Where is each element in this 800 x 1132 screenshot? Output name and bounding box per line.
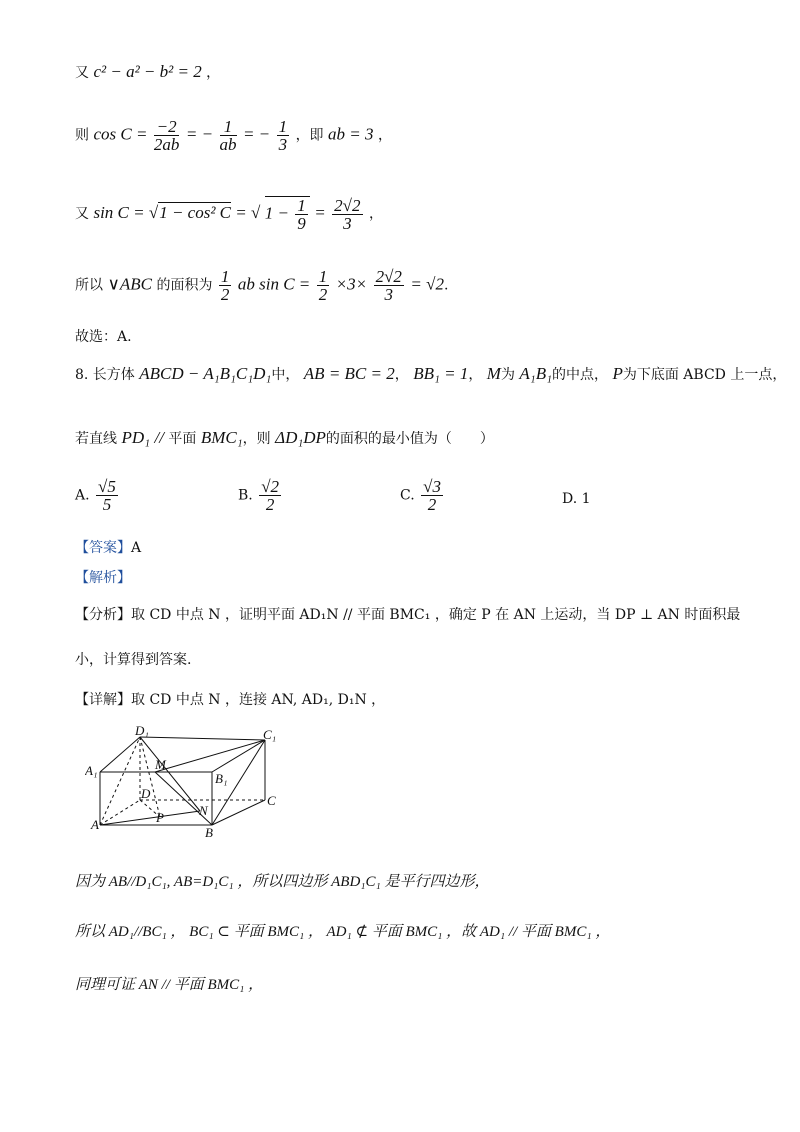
vertex-label: A₁: [85, 763, 98, 778]
line-1: 又 c² − a² − b² = 2 ，: [75, 62, 221, 81]
equation: PD₁: [121, 428, 151, 447]
equation: A₁B₁: [519, 364, 553, 383]
cuboid-figure: [85, 725, 285, 840]
vertex-label: N: [199, 803, 208, 818]
question-8-line-1: 8. 长方体 ABCD − A₁B₁C₁D₁中， AB = BC = 2， BB₁ = 1， M为 A₁B₁的中点， P为下底面 ABCD 上一点，: [75, 364, 787, 383]
equation: AB = BC = 2: [303, 364, 395, 383]
triangle-symbol: ∨ABC: [107, 274, 153, 294]
xiangjie-line: [75, 690, 385, 710]
vertex-label: C₁: [263, 727, 277, 742]
option-c: C. $\frac{√3}{2}$: [400, 477, 441, 514]
vertex-label: C: [267, 793, 276, 808]
vertex-label: M: [155, 757, 166, 772]
text: 又: [75, 65, 89, 81]
text: 为下底面 ABCD 上一点，: [622, 367, 787, 383]
equation: ΔD₁DP: [275, 428, 326, 447]
answer-value: A: [131, 540, 142, 556]
vertex-label: A: [91, 817, 99, 832]
fenxi-line: [75, 605, 740, 625]
text: 取 CD 中点 N ，连接 AN, AD₁, D₁N ，: [131, 692, 386, 708]
edge-D1C1: [140, 737, 265, 740]
body-line-2: 所以 AD₁//BC₁ ， BC₁ ⊂ 平面 BMC₁ ， AD₁ ⊄ 平面 BMC₁ ，故 AD₁ // 平面 BMC₁ ，: [75, 924, 611, 940]
option-label: B.: [238, 487, 253, 504]
text: 的中点，: [552, 367, 609, 383]
edge-B1C1: [212, 740, 265, 772]
hidden-AD1: [100, 737, 140, 825]
analysis-label: 【解析】: [75, 570, 131, 586]
vertex-label: P: [156, 810, 164, 825]
text: 取 CD 中点 N ，证明平面 AD₁N // 平面 BMC₁ ，确定 P 在 AN 上运动，当 DP ⊥ AN 时面积最: [131, 607, 741, 623]
vertex-label: B: [205, 825, 213, 840]
equation: //: [154, 428, 164, 447]
answer-line: [75, 538, 141, 558]
vertex-label: B₁: [215, 771, 228, 786]
text: 则: [75, 127, 89, 144]
text: 的面积为: [156, 277, 213, 294]
fenxi-label: 【分析】: [75, 607, 131, 623]
line-2: 则 cos C = $\frac{-2}{2ab}$ = − $\frac{1}{ab}$ = − $\frac{1}{3}$ ，即 ab = 3 ，: [75, 117, 392, 154]
option-b: B. $\frac{√2}{2}$: [238, 477, 280, 514]
text: ，即: [295, 127, 324, 144]
text: 所以: [75, 277, 103, 294]
seg-AN: [100, 811, 200, 825]
fenxi-line-2: 小，计算得到答案.: [75, 652, 192, 668]
equation: ABCD − A₁B₁C₁D₁: [139, 364, 272, 383]
equation: ab = 3: [328, 124, 374, 144]
text: 中，: [271, 367, 300, 383]
xiangjie-label: 【详解】: [75, 692, 131, 708]
text: 若直线: [75, 431, 117, 447]
equation: M: [486, 364, 501, 383]
line-4: 所以 ∨ABC 的面积为 $\frac{1}{2}$ ab sin C = $\frac{1}{2}$ ×3× $\frac{2√2}{3}$ = √2.: [75, 267, 449, 304]
edge-A1D1: [100, 737, 140, 772]
text: 平面: [168, 431, 197, 447]
line-3: 又 sin C = √1 − cos² C = √ 1 − $\frac{1}{9}$ = $\frac{2√2}{3}$ ，: [75, 195, 383, 233]
option-a: A. $\frac{√5}{5}$: [75, 477, 116, 514]
body-line-1: 因为 AB//D₁C₁, AB=D₁C₁ ，所以四边形 ABD₁C₁ 是平行四边形，: [75, 874, 490, 890]
text: 又: [75, 206, 89, 222]
equation: BB₁ = 1: [413, 364, 469, 383]
selection: 故选：A.: [75, 329, 132, 345]
equation: BMC₁: [200, 428, 243, 447]
equation: P: [612, 364, 623, 383]
vertex-label: D₁: [135, 725, 149, 738]
vertex-label: D: [141, 786, 151, 801]
text: 8. 长方体: [75, 367, 135, 383]
answer-label: 【答案】: [75, 540, 131, 556]
text: 为: [500, 367, 515, 383]
question-8-line-2: [75, 428, 494, 449]
option-label: C.: [400, 487, 415, 504]
option-d: D. 1: [562, 491, 591, 507]
equation: c² − a² − b² = 2: [93, 62, 202, 81]
text: 的面积的最小值为（ ）: [325, 431, 494, 447]
text: ，则: [242, 431, 271, 447]
option-label: A.: [75, 487, 90, 504]
body-line-3: 同理可证 AN // 平面 BMC₁ ，: [75, 977, 264, 993]
